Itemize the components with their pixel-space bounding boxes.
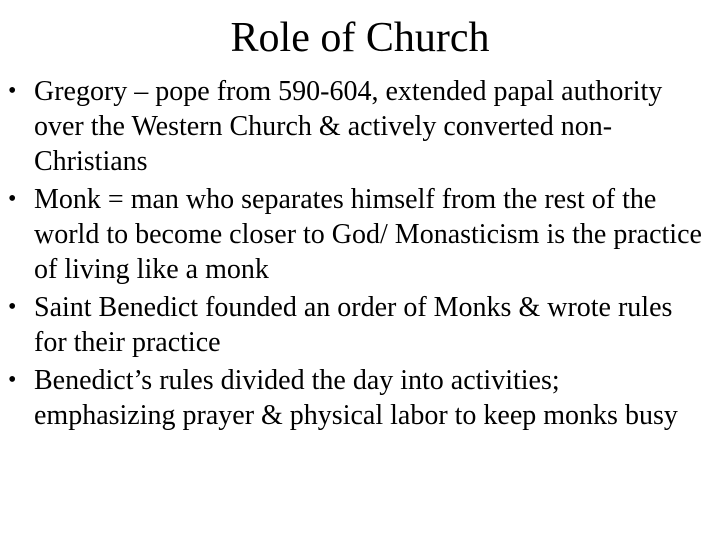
bullet-dot-icon: • — [8, 78, 17, 104]
bullet-text: Monk = man who separates himself from the rest of the world to become closer to God/ Monasticism is the practice of living like a monk — [34, 184, 702, 285]
bullet-item — [0, 363, 720, 433]
slide-title: Role of Church — [230, 15, 490, 61]
bullet-item — [0, 290, 720, 360]
bullet-item — [0, 182, 720, 287]
bullet-text: Benedict’s rules divided the day into activities; emphasizing prayer & physical labor to keep monks busy — [34, 365, 678, 431]
bullet-item — [0, 74, 720, 179]
bullet-dot-icon: • — [8, 186, 17, 212]
bullet-dot-icon: • — [8, 367, 17, 393]
bullet-text: Saint Benedict founded an order of Monks & wrote rules for their practice — [34, 292, 673, 358]
bullet-text: Gregory – pope from 590-604, extended papal authority over the Western Church & actively converted non-Christians — [34, 76, 663, 177]
bullet-dot-icon: • — [8, 294, 17, 320]
bullet-list — [0, 74, 720, 436]
